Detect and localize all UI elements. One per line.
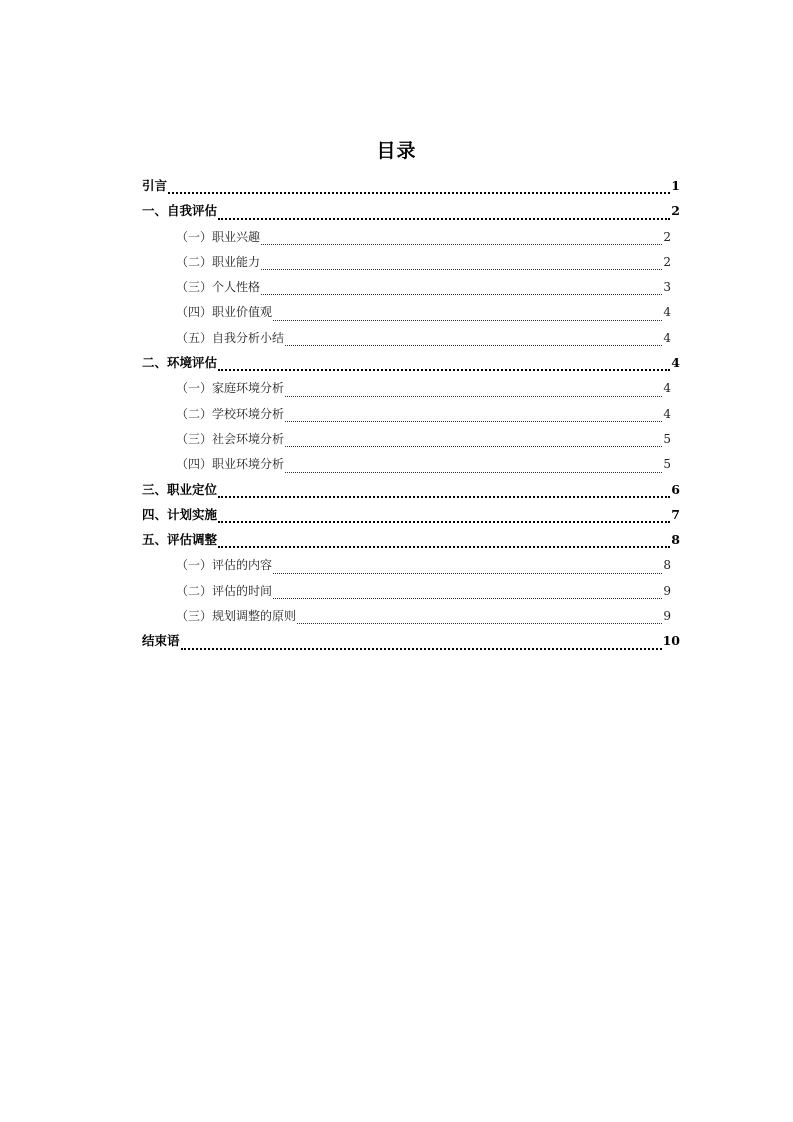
toc-entry[interactable]: [142, 631, 680, 656]
toc-entry-page: 4: [663, 330, 671, 345]
toc-entry-page: 6: [671, 481, 680, 497]
toc-entry-label: （一）评估的内容: [176, 558, 273, 573]
toc-entry-label: 五、评估调整: [142, 532, 218, 548]
toc-entry-label: （二）职业能力: [176, 254, 261, 269]
toc-leader-dots: [285, 396, 662, 397]
toc-entry[interactable]: [142, 480, 680, 505]
toc-entry-label: （四）职业价值观: [176, 305, 273, 320]
toc-entry-label: （二）学校环境分析: [176, 406, 285, 421]
toc-leader-dots: [285, 421, 662, 422]
toc-entry-label: 引言: [142, 178, 168, 193]
table-of-contents: [142, 176, 680, 657]
toc-leader-dots: [297, 623, 662, 624]
toc-leader-dots: [285, 345, 662, 346]
toc-entry[interactable]: [142, 530, 680, 555]
toc-entry-label: （二）评估的时间: [176, 583, 273, 598]
toc-subentry[interactable]: [142, 328, 671, 353]
toc-leader-dots: [285, 472, 662, 473]
toc-leader-dots: [273, 573, 662, 574]
toc-leader-dots: [261, 294, 662, 295]
toc-leader-dots: [261, 269, 662, 270]
toc-entry[interactable]: [142, 201, 680, 226]
toc-entry-label: （三）个人性格: [176, 280, 261, 295]
toc-subentry[interactable]: [142, 404, 671, 429]
toc-entry-label: （五）自我分析小结: [176, 330, 285, 345]
toc-entry-label: （三）社会环境分析: [176, 431, 285, 446]
toc-entry-page: 3: [663, 280, 671, 295]
toc-entry-label: 二、环境评估: [142, 355, 218, 371]
toc-leader-dots: [218, 218, 670, 220]
toc-subentry[interactable]: [142, 429, 671, 454]
toc-leader-dots: [218, 521, 670, 523]
toc-subentry[interactable]: [142, 606, 671, 631]
toc-entry-label: 四、计划实施: [142, 506, 218, 522]
toc-entry-page: 9: [663, 583, 671, 598]
toc-entry[interactable]: [142, 505, 680, 530]
toc-entry-page: 4: [663, 305, 671, 320]
toc-entry-page: 4: [663, 381, 671, 396]
toc-entry-page: 5: [663, 457, 671, 472]
toc-entry-page: 7: [671, 506, 680, 522]
toc-entry-page: 9: [663, 609, 671, 624]
toc-subentry[interactable]: [142, 277, 671, 302]
toc-subentry[interactable]: [142, 378, 671, 403]
toc-entry-page: 8: [663, 558, 671, 573]
toc-entry-label: （一）职业兴趣: [176, 229, 261, 244]
toc-entry-page: 2: [671, 203, 680, 219]
toc-entry-label: 结束语: [142, 633, 180, 649]
toc-entry-label: （三）规划调整的原则: [176, 609, 297, 624]
toc-entry-label: 三、职业定位: [142, 481, 218, 497]
toc-leader-dots: [218, 546, 670, 548]
toc-subentry[interactable]: [142, 302, 671, 327]
toc-entry-label: 一、自我评估: [142, 203, 218, 219]
toc-leader-dots: [261, 244, 662, 245]
toc-leader-dots: [168, 192, 670, 194]
toc-entry-page: 2: [663, 229, 671, 244]
toc-entry-page: 2: [663, 254, 671, 269]
toc-subentry[interactable]: [142, 227, 671, 252]
toc-subentry[interactable]: [142, 581, 671, 606]
toc-leader-dots: [285, 446, 662, 447]
toc-leader-dots: [181, 648, 662, 650]
toc-entry-label: （一）家庭环境分析: [176, 381, 285, 396]
toc-entry[interactable]: [142, 176, 680, 201]
toc-subentry[interactable]: [142, 555, 671, 580]
toc-entry-page: 8: [671, 532, 680, 548]
toc-entry-label: （四）职业环境分析: [176, 457, 285, 472]
toc-entry-page: 1: [671, 178, 680, 193]
toc-leader-dots: [273, 598, 662, 599]
toc-leader-dots: [218, 369, 670, 371]
toc-leader-dots: [218, 496, 670, 498]
toc-entry-page: 4: [663, 406, 671, 421]
toc-leader-dots: [273, 320, 662, 321]
page-title: 目录: [376, 140, 417, 162]
toc-entry-page: 5: [663, 431, 671, 446]
toc-entry-page: 4: [671, 355, 680, 371]
toc-entry-page: 10: [662, 633, 680, 649]
toc-entry[interactable]: [142, 353, 680, 378]
toc-subentry[interactable]: [142, 252, 671, 277]
toc-subentry[interactable]: [142, 454, 671, 479]
